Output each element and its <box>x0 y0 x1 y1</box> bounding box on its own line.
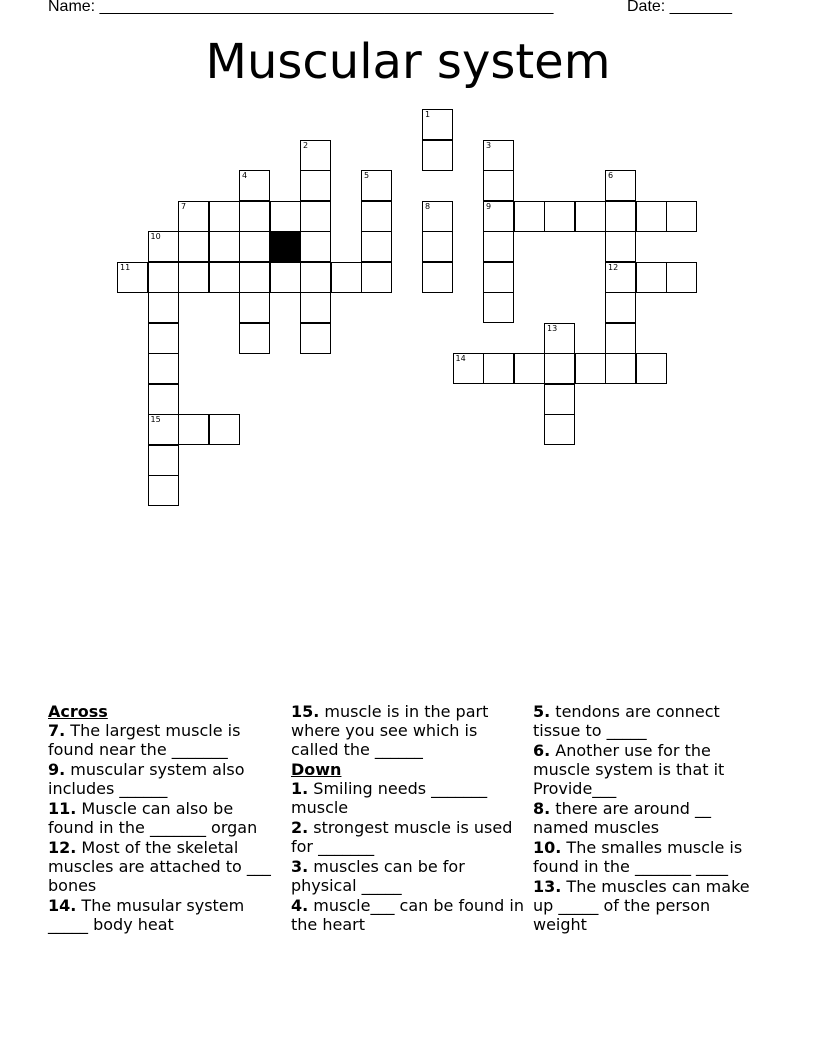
crossword-cell[interactable] <box>209 262 240 293</box>
crossword-cell[interactable] <box>178 262 209 293</box>
crossword-cell[interactable] <box>300 140 331 171</box>
clue-number-label: 8. <box>533 799 551 818</box>
clue-number: 10 <box>150 232 161 241</box>
clue-text: The musular system _____ body heat <box>48 896 245 934</box>
clue-number-label: 12. <box>48 838 77 857</box>
clue-text: muscles can be for physical _____ <box>291 857 465 895</box>
crossword-cell[interactable] <box>605 292 636 323</box>
clue-number: 2 <box>303 140 309 150</box>
clue-item <box>48 896 284 934</box>
clue-number-label: 11. <box>48 799 77 818</box>
clue-text: Muscle can also be found in the _______ organ <box>48 799 258 837</box>
crossword-cell[interactable] <box>148 353 179 384</box>
clue-number: 13 <box>547 323 558 333</box>
crossword-cell[interactable] <box>422 140 453 171</box>
clue-item <box>533 741 769 798</box>
crossword-cell[interactable] <box>422 262 453 293</box>
crossword-cell[interactable] <box>483 262 514 293</box>
crossword-cell[interactable] <box>575 353 606 384</box>
crossword-cell[interactable] <box>483 140 514 171</box>
clue-item <box>48 799 284 837</box>
crossword-cell[interactable] <box>300 323 331 354</box>
crossword-cell[interactable] <box>239 170 270 201</box>
crossword-cell[interactable] <box>605 170 636 201</box>
clue-number-label: 4. <box>291 896 309 915</box>
clue-number: 8 <box>425 201 431 211</box>
crossword-cell[interactable] <box>605 353 636 384</box>
black-cell <box>270 231 301 262</box>
crossword-cell[interactable] <box>605 262 636 293</box>
crossword-cell[interactable] <box>148 475 179 506</box>
crossword-cell[interactable] <box>483 292 514 323</box>
clue-item <box>533 799 769 837</box>
crossword-cell[interactable] <box>361 201 392 232</box>
clue-number: 12 <box>608 262 619 272</box>
crossword-cell[interactable] <box>636 353 667 384</box>
clue-number-label: 5. <box>533 702 551 721</box>
clue-text: The muscles can make up _____ of the person weight <box>533 877 750 934</box>
crossword-cell[interactable] <box>544 414 575 445</box>
crossword-cell[interactable] <box>544 201 575 232</box>
crossword-cell[interactable] <box>453 353 484 384</box>
clue-text: muscle___ can be found in the heart <box>291 896 524 934</box>
crossword-cell[interactable] <box>300 201 331 232</box>
clue-number: 14 <box>455 354 466 363</box>
crossword-cell[interactable] <box>514 353 545 384</box>
crossword-cell[interactable] <box>331 262 362 293</box>
crossword-cell[interactable] <box>209 201 240 232</box>
crossword-cell[interactable] <box>209 414 240 445</box>
clue-text: The largest muscle is found near the _______ <box>48 721 241 759</box>
crossword-cell[interactable] <box>666 262 697 293</box>
crossword-cell[interactable] <box>148 262 179 293</box>
clue-number-label: 1. <box>291 779 309 798</box>
clue-number-label: 7. <box>48 721 66 740</box>
clue-number: 3 <box>486 140 492 150</box>
crossword-cell[interactable] <box>361 231 392 262</box>
page-title: Muscular system <box>205 34 611 90</box>
crossword-cell[interactable] <box>361 262 392 293</box>
crossword-cell[interactable] <box>300 262 331 293</box>
crossword-cell[interactable] <box>605 231 636 262</box>
clue-number-label: 13. <box>533 877 562 896</box>
clue-number: 11 <box>120 262 131 272</box>
crossword-cell[interactable] <box>239 262 270 293</box>
across-heading: Across <box>48 702 108 721</box>
crossword-cell[interactable] <box>148 414 179 445</box>
crossword-cell[interactable] <box>178 414 209 445</box>
clue-number: 4 <box>242 171 248 180</box>
clue-column-2 <box>291 702 527 935</box>
clue-number-label: 14. <box>48 896 77 915</box>
clue-text: there are around __ named muscles <box>533 799 712 837</box>
clue-column-3 <box>533 702 769 935</box>
crossword-cell[interactable] <box>148 323 179 354</box>
clue-text: Smiling needs _______ muscle <box>291 779 488 817</box>
clue-item <box>48 721 284 759</box>
crossword-cell[interactable] <box>148 292 179 323</box>
crossword-cell[interactable] <box>148 445 179 476</box>
clue-text: Another use for the muscle system is that it Provide___ <box>533 741 725 798</box>
clue-item <box>291 702 527 759</box>
clue-number-label: 6. <box>533 741 551 760</box>
crossword-cell[interactable] <box>148 384 179 415</box>
clue-number: 15 <box>150 415 161 424</box>
down-heading: Down <box>291 760 342 779</box>
clue-number: 6 <box>608 171 614 180</box>
clue-item <box>533 877 769 934</box>
clue-text: The smalles muscle is found in the _______ ____ <box>533 838 743 876</box>
crossword-cell[interactable] <box>148 231 179 262</box>
clue-item <box>48 760 284 798</box>
crossword-cell[interactable] <box>483 353 514 384</box>
clue-item <box>533 838 769 876</box>
clue-item <box>291 818 527 856</box>
crossword-cell[interactable] <box>239 201 270 232</box>
clue-item <box>291 896 527 934</box>
crossword-cell[interactable] <box>239 231 270 262</box>
clue-number-label: 15. <box>291 702 320 721</box>
crossword-cell[interactable] <box>666 201 697 232</box>
crossword-cell[interactable] <box>239 292 270 323</box>
clue-text: muscular system also includes ______ <box>48 760 245 798</box>
crossword-cell[interactable] <box>239 323 270 354</box>
crossword-cell[interactable] <box>422 109 453 140</box>
clue-number-label: 9. <box>48 760 66 779</box>
crossword-cell[interactable] <box>605 323 636 354</box>
clue-number-label: 3. <box>291 857 309 876</box>
crossword-cell[interactable] <box>575 201 606 232</box>
crossword-cell[interactable] <box>422 231 453 262</box>
crossword-cell[interactable] <box>300 231 331 262</box>
clue-number: 7 <box>181 201 187 211</box>
clue-number: 5 <box>364 171 370 180</box>
crossword-cell[interactable] <box>300 170 331 201</box>
crossword-cell[interactable] <box>544 353 575 384</box>
clue-item <box>291 779 527 817</box>
clue-item <box>48 838 284 895</box>
clue-text: tendons are connect tissue to _____ <box>533 702 720 740</box>
crossword-cell[interactable] <box>178 231 209 262</box>
crossword-cell[interactable] <box>270 262 301 293</box>
crossword-cell[interactable] <box>544 384 575 415</box>
crossword-cell[interactable] <box>636 262 667 293</box>
clue-item <box>291 857 527 895</box>
crossword-cell[interactable] <box>605 201 636 232</box>
crossword-cell[interactable] <box>483 201 514 232</box>
crossword-cell[interactable] <box>361 170 392 201</box>
crossword-cell[interactable] <box>483 231 514 262</box>
clue-column-1 <box>48 702 284 935</box>
clue-number-label: 2. <box>291 818 309 837</box>
crossword-cell[interactable] <box>422 201 453 232</box>
crossword-cell[interactable] <box>117 262 148 293</box>
crossword-cell[interactable] <box>209 231 240 262</box>
crossword-cell[interactable] <box>178 201 209 232</box>
clue-number: 1 <box>425 110 431 119</box>
clue-item <box>533 702 769 740</box>
crossword-cell[interactable] <box>514 201 545 232</box>
name-field-label: Name: ___________________________________________________ <box>48 0 554 15</box>
crossword-cell[interactable] <box>270 201 301 232</box>
clue-text: strongest muscle is used for _______ <box>291 818 513 856</box>
crossword-cell[interactable] <box>483 170 514 201</box>
clue-number: 9 <box>486 201 492 211</box>
clue-text: Most of the skeletal muscles are attached to ___ bones <box>48 838 271 895</box>
date-field-label: Date: _______ <box>627 0 732 15</box>
crossword-cell[interactable] <box>636 201 667 232</box>
clue-text: muscle is in the part where you see which is called the ______ <box>291 702 489 759</box>
crossword-cell[interactable] <box>300 292 331 323</box>
clue-number-label: 10. <box>533 838 562 857</box>
crossword-cell[interactable] <box>544 323 575 354</box>
